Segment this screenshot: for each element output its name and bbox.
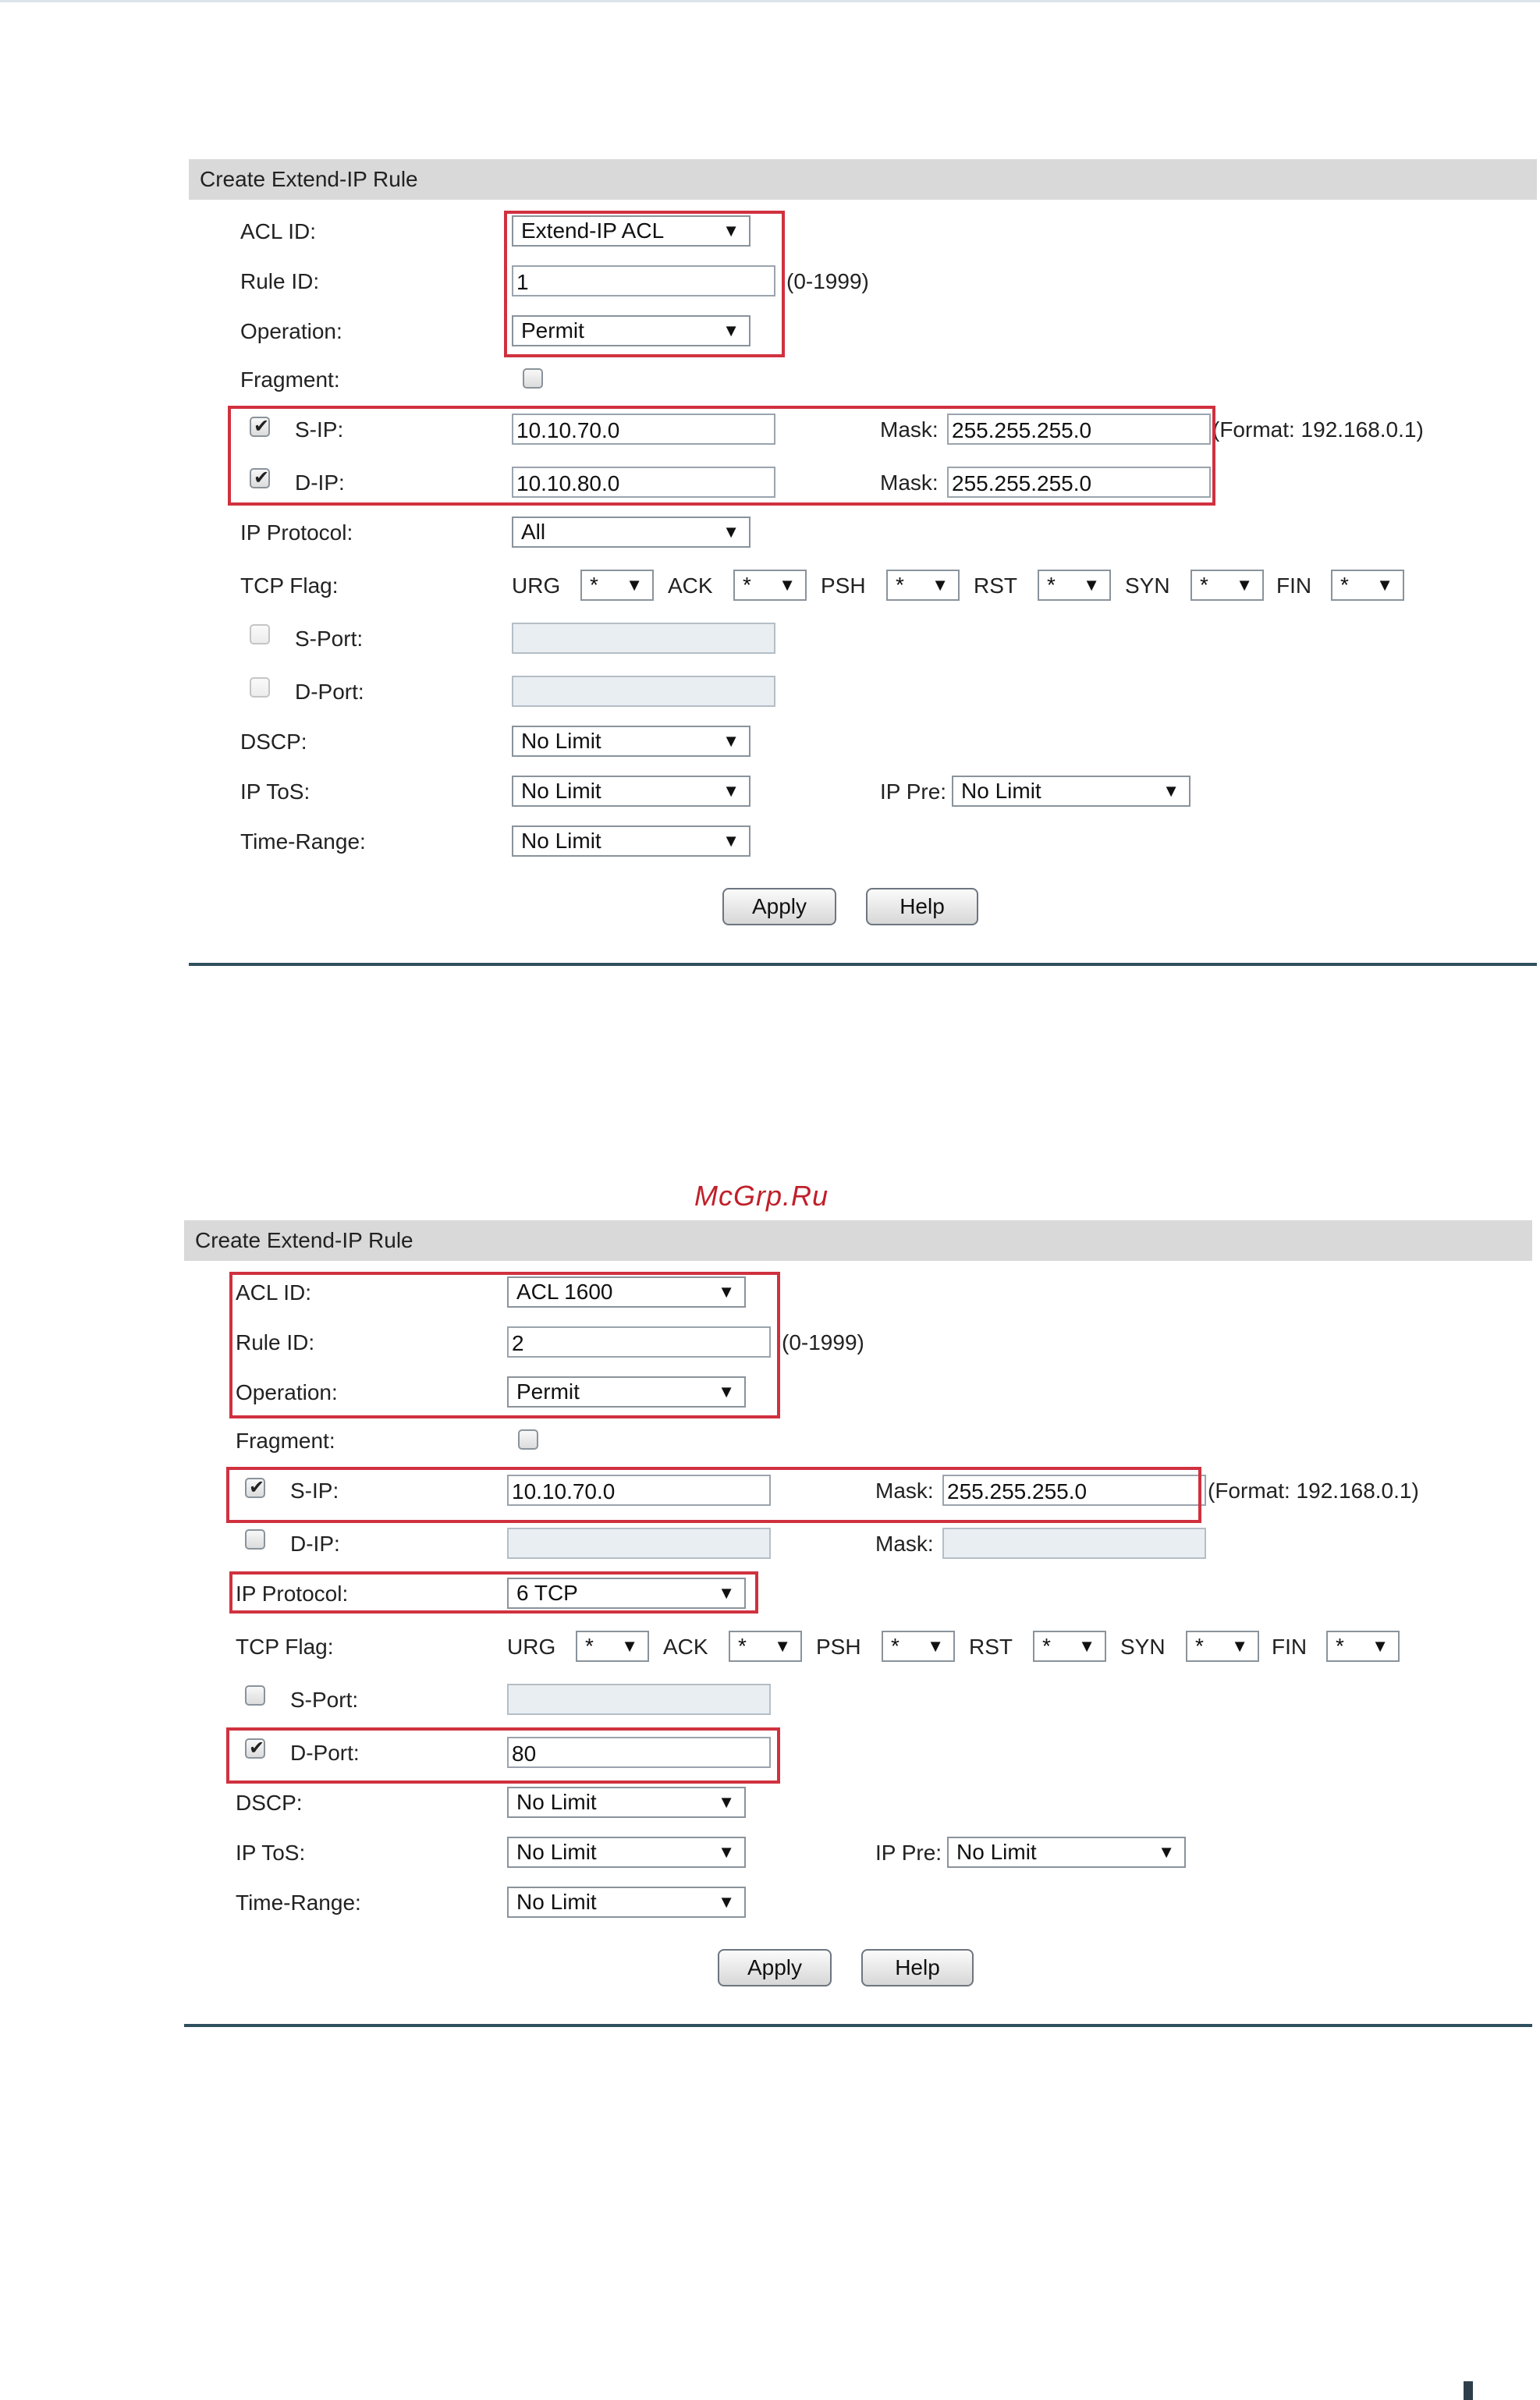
time-range-value: No Limit <box>516 1890 597 1914</box>
create-extend-ip-rule-panel-1 <box>189 159 1537 971</box>
tcp-flag-urg-label: URG <box>507 1635 556 1659</box>
tcp-flag-psh-value: * <box>891 1634 900 1658</box>
chevron-down-icon: ▼ <box>722 781 740 801</box>
d-ip-mask-input[interactable] <box>942 1528 1206 1559</box>
checkmark-icon: ✔ <box>254 416 270 437</box>
highlight-box-acl <box>229 1272 780 1418</box>
tcp-flag-psh-select[interactable] <box>882 1631 955 1662</box>
tcp-flag-fin-label: FIN <box>1272 1635 1308 1659</box>
tcp-flag-syn-select[interactable] <box>1186 1631 1259 1662</box>
d-port-input[interactable]: 80 <box>507 1737 771 1768</box>
panel-bottom-rule <box>189 963 1537 966</box>
tcp-flag-urg-value: * <box>585 1634 594 1658</box>
d-ip-mask-label: Mask: <box>880 470 939 495</box>
chevron-down-icon: ▼ <box>621 1636 638 1656</box>
create-extend-ip-rule-panel-2 <box>184 1220 1532 2032</box>
ip-tos-value: No Limit <box>521 779 601 803</box>
ip-protocol-value: All <box>521 520 546 544</box>
tcp-flag-ack-label: ACK <box>663 1635 708 1659</box>
chevron-down-icon: ▼ <box>1158 1842 1175 1862</box>
d-ip-input[interactable] <box>507 1528 771 1559</box>
chevron-down-icon: ▼ <box>722 522 740 541</box>
help-button[interactable]: Help <box>861 1949 974 1986</box>
checkmark-icon: ✔ <box>249 1738 265 1759</box>
chevron-down-icon: ▼ <box>1376 575 1393 595</box>
tcp-flag-label: TCP Flag: <box>240 573 339 598</box>
tcp-flag-rst-select[interactable] <box>1033 1631 1106 1662</box>
chevron-down-icon: ▼ <box>1231 1636 1248 1656</box>
tcp-flag-ack-select[interactable] <box>729 1631 802 1662</box>
ip-pre-select[interactable] <box>947 1837 1186 1868</box>
checkmark-icon: ✔ <box>249 1477 265 1498</box>
d-port-checkbox[interactable] <box>250 677 270 698</box>
tcp-flag-psh-select[interactable] <box>886 570 960 601</box>
ip-tos-select[interactable] <box>507 1837 746 1868</box>
dscp-value: No Limit <box>521 729 601 753</box>
tcp-flag-fin-label: FIN <box>1276 573 1312 598</box>
chevron-down-icon: ▼ <box>626 575 643 595</box>
ip-protocol-select[interactable] <box>512 517 750 548</box>
rule-id-input[interactable]: 2 <box>507 1326 771 1358</box>
tcp-flag-syn-label: SYN <box>1125 573 1170 598</box>
fragment-checkbox[interactable] <box>523 368 543 389</box>
fragment-label: Fragment: <box>236 1429 335 1453</box>
fragment-label: Fragment: <box>240 367 340 392</box>
tcp-flag-urg-select[interactable] <box>580 570 654 601</box>
ip-protocol-label: IP Protocol: <box>236 1582 349 1606</box>
rule-id-label: Rule ID: <box>236 1330 315 1354</box>
s-ip-label: S-IP: <box>295 417 344 442</box>
tcp-flag-ack-label: ACK <box>668 573 713 598</box>
chevron-down-icon: ▼ <box>718 1842 735 1862</box>
ip-pre-value: No Limit <box>961 779 1041 803</box>
help-button[interactable]: Help <box>866 888 978 925</box>
d-ip-label: D-IP: <box>295 470 345 495</box>
chevron-down-icon: ▼ <box>718 1792 735 1812</box>
s-port-checkbox[interactable] <box>250 624 270 644</box>
tcp-flag-syn-value: * <box>1200 573 1208 597</box>
dscp-value: No Limit <box>516 1790 597 1814</box>
top-rule <box>0 0 1540 2</box>
tcp-flag-label: TCP Flag: <box>236 1635 334 1659</box>
panel-bottom-rule <box>184 2024 1532 2027</box>
acl-id-value: ACL 1600 <box>516 1280 613 1304</box>
checkmark-icon: ✔ <box>254 467 270 488</box>
tcp-flag-fin-value: * <box>1340 573 1349 597</box>
ip-protocol-value: 6 TCP <box>516 1581 578 1605</box>
rule-id-hint: (0-1999) <box>786 269 869 293</box>
d-port-input[interactable] <box>512 676 775 707</box>
s-port-checkbox[interactable] <box>245 1685 265 1706</box>
tcp-flag-rst-value: * <box>1047 573 1056 597</box>
chevron-down-icon: ▼ <box>1162 781 1180 801</box>
s-ip-mask-input[interactable]: 255.255.255.0 <box>947 414 1211 445</box>
d-ip-mask-label: Mask: <box>875 1532 934 1556</box>
dscp-select[interactable] <box>507 1787 746 1818</box>
ip-tos-select[interactable] <box>512 776 750 807</box>
chevron-down-icon: ▼ <box>1083 575 1100 595</box>
s-ip-mask-input[interactable]: 255.255.255.0 <box>942 1475 1206 1506</box>
ip-pre-select[interactable] <box>952 776 1190 807</box>
format-hint: (Format: 192.168.0.1) <box>1212 417 1424 442</box>
s-ip-input[interactable]: 10.10.70.0 <box>512 414 775 445</box>
chevron-down-icon: ▼ <box>931 575 949 595</box>
tcp-flag-psh-label: PSH <box>816 1635 861 1659</box>
ip-pre-label: IP Pre: <box>875 1841 942 1865</box>
s-port-label: S-Port: <box>295 627 364 651</box>
tcp-flag-ack-select[interactable] <box>733 570 807 601</box>
d-port-label: D-Port: <box>290 1741 360 1765</box>
time-range-label: Time-Range: <box>240 829 366 854</box>
d-ip-checkbox[interactable] <box>245 1529 265 1550</box>
s-ip-input[interactable]: 10.10.70.0 <box>507 1475 771 1506</box>
rule-id-input[interactable]: 1 <box>512 265 775 296</box>
d-ip-mask-input[interactable]: 255.255.255.0 <box>947 467 1211 498</box>
chevron-down-icon: ▼ <box>722 731 740 751</box>
acl-id-label: ACL ID: <box>240 219 316 243</box>
s-port-label: S-Port: <box>290 1688 359 1712</box>
tcp-flag-ack-value: * <box>738 1634 747 1658</box>
panel-title: Create Extend-IP Rule <box>184 1220 1532 1261</box>
ip-tos-label: IP ToS: <box>240 779 310 804</box>
s-ip-mask-label: Mask: <box>880 417 939 442</box>
chevron-down-icon: ▼ <box>722 221 740 240</box>
highlight-box-acl <box>504 211 785 357</box>
d-port-label: D-Port: <box>295 680 364 704</box>
tcp-flag-fin-select[interactable] <box>1326 1631 1400 1662</box>
time-range-label: Time-Range: <box>236 1891 361 1915</box>
operation-value: Permit <box>521 318 584 343</box>
d-ip-label: D-IP: <box>290 1532 340 1556</box>
time-range-select[interactable] <box>507 1887 746 1918</box>
apply-button[interactable]: Apply <box>718 1949 832 1986</box>
chevron-down-icon: ▼ <box>927 1636 944 1656</box>
highlight-box-ip-protocol <box>229 1571 758 1614</box>
operation-label: Operation: <box>240 319 342 343</box>
tcp-flag-syn-value: * <box>1195 1634 1204 1658</box>
panel-title: Create Extend-IP Rule <box>189 159 1537 200</box>
chevron-down-icon: ▼ <box>722 831 740 850</box>
ip-pre-label: IP Pre: <box>880 779 947 804</box>
s-ip-mask-label: Mask: <box>875 1479 934 1503</box>
dscp-label: DSCP: <box>236 1791 303 1815</box>
ip-tos-value: No Limit <box>516 1840 597 1864</box>
tcp-flag-fin-value: * <box>1336 1634 1344 1658</box>
dscp-label: DSCP: <box>240 730 307 754</box>
acl-id-label: ACL ID: <box>236 1280 311 1305</box>
acl-id-value: Extend-IP ACL <box>521 218 665 243</box>
highlight-box-s-ip <box>226 1467 1201 1523</box>
fragment-checkbox[interactable] <box>518 1429 538 1450</box>
operation-value: Permit <box>516 1379 580 1404</box>
tcp-flag-urg-value: * <box>590 573 598 597</box>
tcp-flag-urg-select[interactable] <box>576 1631 649 1662</box>
tcp-flag-urg-label: URG <box>512 573 561 598</box>
chevron-down-icon: ▼ <box>779 575 796 595</box>
tcp-flag-rst-select[interactable] <box>1038 570 1111 601</box>
ip-protocol-label: IP Protocol: <box>240 520 353 545</box>
tcp-flag-rst-label: RST <box>969 1635 1013 1659</box>
operation-label: Operation: <box>236 1380 338 1404</box>
chevron-down-icon: ▼ <box>774 1636 791 1656</box>
rule-id-hint: (0-1999) <box>782 1330 864 1354</box>
s-ip-label: S-IP: <box>290 1479 339 1503</box>
chevron-down-icon: ▼ <box>718 1892 735 1912</box>
time-range-select[interactable] <box>512 825 750 857</box>
apply-button[interactable]: Apply <box>722 888 836 925</box>
highlight-box-ip <box>228 406 1215 506</box>
page-corner-mark <box>1464 2381 1473 2400</box>
d-ip-input[interactable]: 10.10.80.0 <box>512 467 775 498</box>
chevron-down-icon: ▼ <box>718 1282 735 1301</box>
tcp-flag-fin-select[interactable] <box>1331 570 1404 601</box>
ip-tos-label: IP ToS: <box>236 1841 306 1865</box>
watermark: McGrp.Ru <box>694 1180 829 1212</box>
tcp-flag-syn-label: SYN <box>1120 1635 1166 1659</box>
ip-pre-value: No Limit <box>956 1840 1037 1864</box>
highlight-box-d-port <box>226 1727 780 1784</box>
time-range-value: No Limit <box>521 829 601 853</box>
format-hint: (Format: 192.168.0.1) <box>1208 1479 1419 1503</box>
tcp-flag-psh-label: PSH <box>821 573 866 598</box>
tcp-flag-rst-value: * <box>1042 1634 1051 1658</box>
rule-id-label: Rule ID: <box>240 269 320 293</box>
tcp-flag-syn-select[interactable] <box>1190 570 1264 601</box>
chevron-down-icon: ▼ <box>1371 1636 1389 1656</box>
s-port-input[interactable] <box>507 1684 771 1715</box>
tcp-flag-ack-value: * <box>743 573 751 597</box>
tcp-flag-rst-label: RST <box>974 573 1017 598</box>
s-port-input[interactable] <box>512 623 775 654</box>
tcp-flag-psh-value: * <box>896 573 904 597</box>
dscp-select[interactable] <box>512 726 750 757</box>
chevron-down-icon: ▼ <box>718 1382 735 1401</box>
chevron-down-icon: ▼ <box>722 321 740 340</box>
chevron-down-icon: ▼ <box>1236 575 1253 595</box>
chevron-down-icon: ▼ <box>1078 1636 1095 1656</box>
chevron-down-icon: ▼ <box>718 1583 735 1603</box>
